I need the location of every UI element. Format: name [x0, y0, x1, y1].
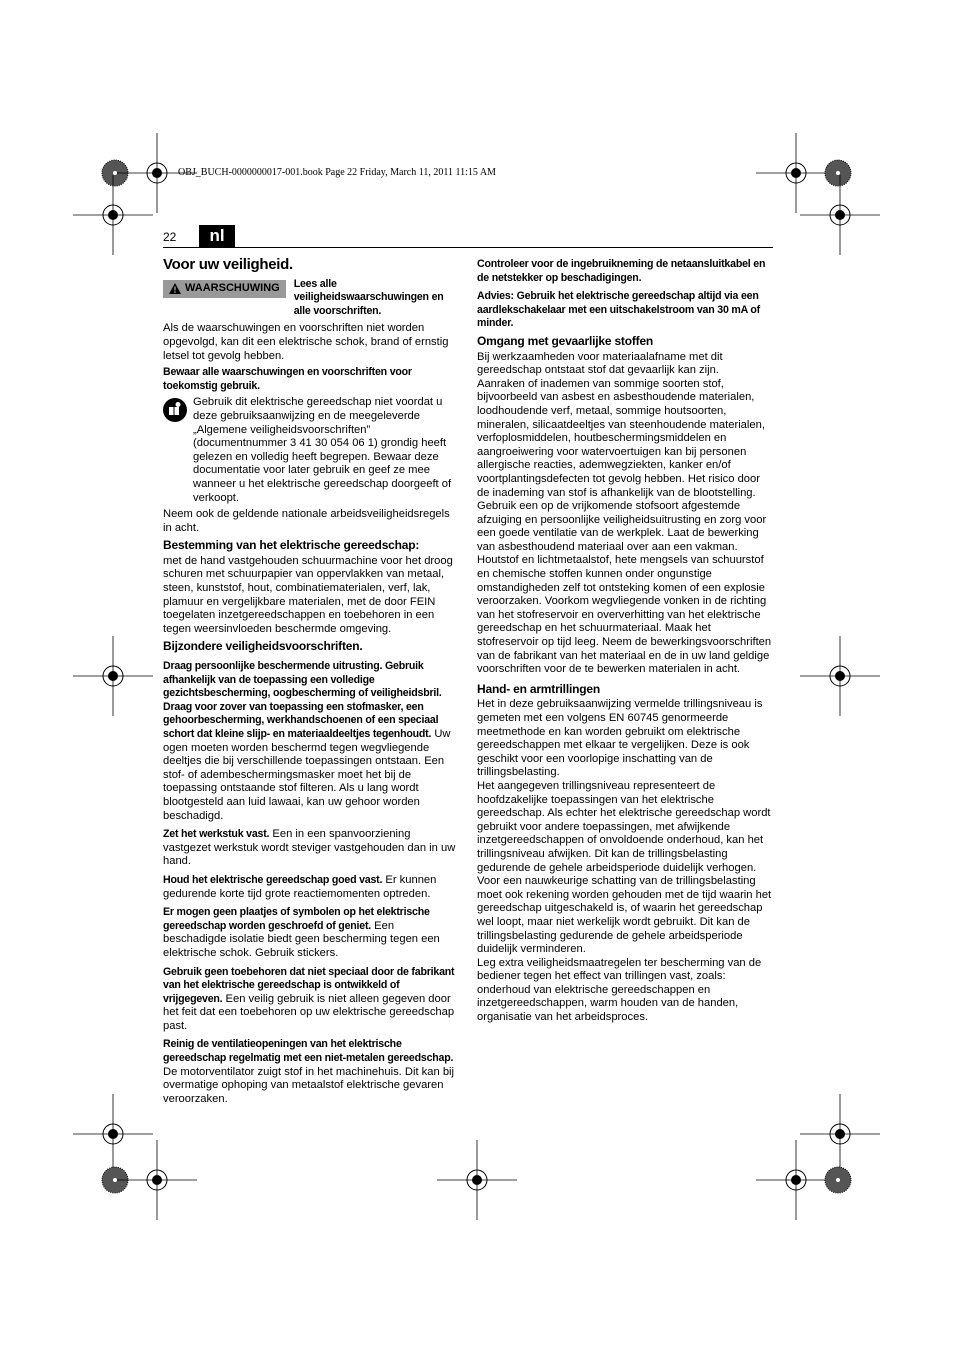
- paragraph: Houtstof en lichtmetaalstof, hete mengsels van schuurstof en chemische stoffen kunnen onder ongunstige omstandigheden zelf tot ontsteking komen of een explosie veroorzaken. Voorkom wegvliegende vonken in de richting van het stofreservoir en oververhitting van het elektrische gereedschap en het schuurmateriaal. Maak het stofreservoir op tijd leeg. Neem de bewerkingsvoorschriften van de fabrikant van het materiaal en de in uw land geldige voorschriften voor de te bewerken materialen in acht.: [477, 554, 772, 676]
- paragraph: [163, 1038, 459, 1106]
- paragraph: Als de waarschuwingen en voorschriften niet worden opgevolgd, kan dit een elektrische schok, brand of ernstig letsel tot gevolg hebben.: [163, 322, 449, 362]
- color-bar-icon: [825, 160, 851, 186]
- heading-bestemming: Bestemming van het elektrische gereedschap:: [163, 538, 420, 553]
- paragraph: [163, 660, 459, 823]
- paragraph: [163, 906, 459, 960]
- warning-intro: Lees alle veiligheidswaarschuwingen en alle voorschriften.: [293, 277, 444, 317]
- heading-trillingen: Hand- en armtrillingen: [477, 681, 600, 696]
- color-bar-icon: [825, 1167, 851, 1193]
- paragraph-bold: Bewaar alle waarschuwingen en voorschriften voor toekomstig gebruik.: [163, 366, 412, 392]
- warning-triangle-icon: [169, 283, 181, 294]
- paragraph-bold-lead: Zet het werkstuk vast.: [163, 828, 270, 841]
- paragraph-rest: Uw ogen moeten worden beschermd tegen wegvliegende deeltjes die bij verschillende toepassingen ontstaan. Een stof- of adembeschermingsmasker moet het bij de toepassing ontstaande stof filteren. Als u lang wordt blootgesteld aan luid lawaai, kan uw gehoor worden beschadigd.: [163, 728, 451, 822]
- paragraph: Leg extra veiligheidsmaatregelen ter bescherming van de bediener tegen het effect van trillingen vast, zoals: onderhoud van elektrische gereedschappen en inzetgereedschappen, warm houden van de handen, organisatie van het arbeidsproces.: [477, 956, 762, 1024]
- paragraph-bold-lead: Er mogen geen plaatjes of symbolen op het elektrische gereedschap worden geschroefd of geniet.: [163, 906, 430, 932]
- read-manual-row: [163, 396, 459, 505]
- paragraph-rest: Een veilig gebruik is niet alleen gegeven door het feit dat een toebehoren op uw elektrische gereedschap past.: [163, 992, 455, 1032]
- paragraph: Gebruik dit elektrische gereedschap niet voordat u deze gebruiksaanwijzing en de meegeleverde „Algemene veiligheidsvoorschriften” (documentnummer 3 41 30 054 06 1) grondig heeft gelezen en volledig heeft begrepen. Bewaar deze documentatie voor later gebruik en geef ze mee wanneer u het elektrische gereedschap doorgeeft of verkoopt.: [193, 396, 452, 504]
- warning-badge: [163, 280, 286, 298]
- crosshair-icon: [73, 636, 153, 716]
- read-manual-icon: [163, 398, 187, 422]
- crosshair-icon: [73, 1094, 153, 1174]
- crosshair-icon: [800, 1094, 880, 1174]
- paragraph: [163, 874, 459, 901]
- crosshair-icon: [117, 1140, 197, 1220]
- paragraph-rest: Een in een spanvoorziening vastgezet werkstuk wordt steviger vastgehouden dan in uw hand.: [163, 828, 456, 868]
- crosshair-icon: [756, 1140, 836, 1220]
- paragraph-bold-lead: Reinig de ventilatieopeningen van het elektrische gereedschap regelmatig met een niet-metalen gereedschap.: [163, 1038, 454, 1065]
- paragraph: Voor een nauwkeurige schatting van de trillingsbelasting moet ook rekening worden gehouden met de tijd waarin het gereedschap uitgeschakeld is, of waarin het gereedschap wel loopt, maar niet werkelijk wordt gebruikt. Dit kan de trillingsbelasting gedurende de gehele arbeidsperiode duidelijk verminderen.: [477, 875, 772, 956]
- language-tab: nl: [199, 225, 235, 247]
- paragraph-bold-lead: Houd het elektrische gereedschap goed vast.: [163, 873, 383, 886]
- crosshair-icon: [800, 175, 880, 255]
- paragraph: [163, 828, 459, 869]
- left-column: [163, 258, 459, 1109]
- page-number: 22: [163, 230, 177, 244]
- heading-stoffen: Omgang met gevaarlijke stoffen: [477, 333, 654, 348]
- paragraph: Neem ook de geldende nationale arbeidsveiligheidsregels in acht.: [163, 508, 450, 534]
- crosshair-icon: [437, 1140, 517, 1220]
- paragraph-rest: Een beschadigde isolatie biedt geen bescherming tegen een elektrische schok. Gebruik stickers.: [163, 919, 440, 959]
- paragraph-bold: Controleer voor de ingebruikneming de netaansluitkabel en de netstekker op beschadigingen.: [477, 258, 766, 284]
- paragraph: Bij werkzaamheden voor materiaalafname met dit gereedschap ontstaat stof dat gevaarlijk kan zijn.: [477, 350, 723, 377]
- paragraph: met de hand vastgehouden schuurmachine voor het droog schuren met schuurpapier van oppervlakken van metaal, steen, kunststof, hout, combinatiematerialen, verf, lak, plamuur en vergelijkbare materialen, met de door FEIN toegelaten inzetgereedschappen en toebehoren in een tegen weersinvloeden beschermde omgeving.: [163, 554, 453, 635]
- crosshair-icon: [800, 636, 880, 716]
- paragraph-bold-lead: Draag persoonlijke beschermende uitrusting. Gebruik afhankelijk van de toepassing een volledige gezichtsbescherming, oogbescherming of veiligheidsbril. Draag voor zover van toepassing een stofmasker, een gehoorbescherming, werkhandschoenen of een speciaal schort dat kleine slijp- en materiaaldeeltjes tegenhoudt.: [163, 660, 442, 740]
- paragraph: Het in deze gebruiksaanwijzing vermelde trillingsniveau is gemeten met een volgens EN 60745 genormeerde meetmethode en kan worden gebruikt om elektrische gereedschappen met elkaar te vergelijken. Deze is ook geschikt voor een voorlopige inschatting van de trillingsbelasting.: [477, 698, 763, 779]
- paragraph-rest: De motorventilator zuigt stof in het machinehuis. Dit kan bij overmatige ophoping van metaalstof elektrische gevaren veroorzaken.: [163, 1065, 455, 1105]
- warning-badge-label: WAARSCHUWING: [185, 281, 280, 294]
- paragraph-rest: Er kunnen gedurende korte tijd grote reactiemomenten optreden.: [163, 873, 437, 900]
- header-rule: [163, 247, 773, 248]
- file-header-line: OBJ_BUCH-0000000017-001.book Page 22 Friday, March 11, 2011 11:15 AM: [178, 167, 496, 178]
- crosshair-icon: [73, 175, 153, 255]
- section-title: Voor uw veiligheid.: [163, 256, 293, 273]
- crosshair-icon: [756, 133, 836, 213]
- paragraph-bold: Advies: Gebruik het elektrische gereedschap altijd via een aardlekschakelaar met een uitschakelstroom van 30 mA of minder.: [477, 290, 761, 330]
- warning-row: [163, 278, 459, 319]
- paragraph: [163, 966, 459, 1034]
- right-column: [477, 258, 773, 1025]
- paragraph: Aanraken of inademen van sommige soorten stof, bijvoorbeeld van asbest en asbesthoudende materialen, loodhoudende verf, metaal, sommige houtsoorten, mineralen, silicaatdeeltjes van steenhoudende materialen, verfoplosmiddelen, houtbeschermingsmiddelen en aangroeiwering voor watervoertuigen kan bij personen allergische reacties, ademwegziekten, kanker en/of voortplantingsdefecten tot gevolg hebben. Het risico door de inademing van stof is afhankelijk van de blootstelling. Gebruik een op de vrijkomende stofsoort afgestemde afzuiging en persoonlijke veiligheidsuitrusting en zorg voor een goede ventilatie van de werkplek. Laat de bewerking van asbesthoudend materiaal over aan een vakman.: [477, 377, 767, 553]
- heading-bijzondere: Bijzondere veiligheidsvoorschriften.: [163, 639, 363, 654]
- paragraph: Het aangegeven trillingsniveau representeert de hoofdzakelijke toepassingen van het elektrische gereedschap. Als echter het elektrische gereedschap wordt gebruikt voor andere toepassingen, met afwijkende inzetgereedschappen of onvoldoende onderhoud, kan het trillingsniveau afwijken. Dit kan de trillingsbelasting gedurende de gehele arbeidsperiode duidelijk verhogen.: [477, 779, 771, 874]
- paragraph-bold-lead: Gebruik geen toebehoren dat niet speciaal door de fabrikant van het elektrische gereedschap is ontwikkeld of vrijgegeven.: [163, 965, 455, 1005]
